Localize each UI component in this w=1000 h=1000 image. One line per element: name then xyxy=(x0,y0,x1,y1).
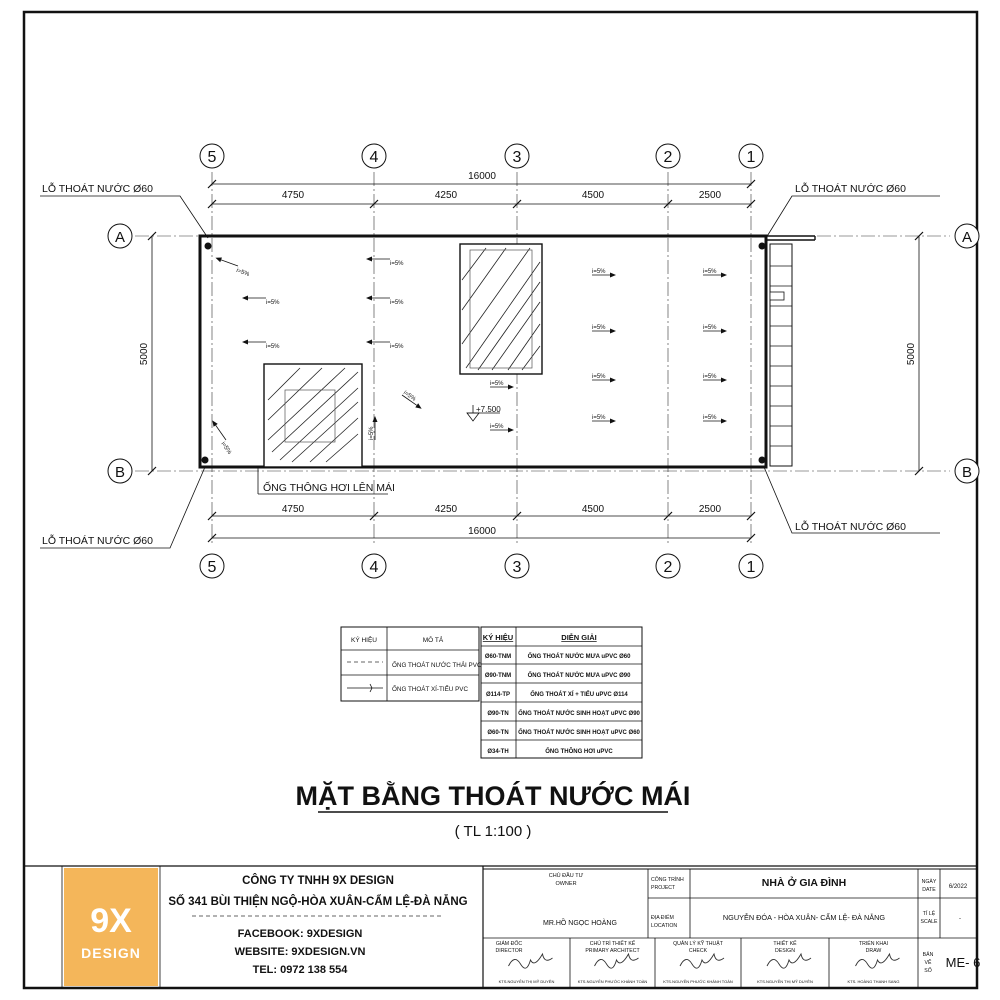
slope-arrow xyxy=(242,296,280,307)
role-title: TRIỂN KHAI xyxy=(858,941,889,947)
level-marker xyxy=(467,405,501,421)
role-title: QUẢN LÝ KỸ THUẬT xyxy=(673,941,723,947)
column-bubble-3-top xyxy=(505,144,529,168)
svg-text:SCALE: SCALE xyxy=(920,919,938,925)
svg-text:5: 5 xyxy=(207,149,217,166)
svg-text:DATE: DATE xyxy=(922,887,936,893)
slope-arrow xyxy=(242,340,280,351)
slope-arrow xyxy=(213,255,252,278)
date-value: 6/2022 xyxy=(948,884,968,890)
row-bubble-a-left xyxy=(108,224,132,248)
svg-text:B: B xyxy=(961,464,973,481)
slope-arrow xyxy=(366,257,404,268)
legend-description: ỐNG THOÁT NƯỚC SINH HOẠT uPVC Ø60 xyxy=(518,730,640,736)
column-bubble-1-top xyxy=(739,144,763,168)
slope-label: i=5% xyxy=(592,374,606,380)
slope-label: i=5% xyxy=(592,325,606,331)
svg-text:LOCATION: LOCATION xyxy=(651,923,678,929)
drain-bottom-left xyxy=(202,457,209,464)
legend-code: Ø60-TN xyxy=(487,730,509,736)
callout-drain-bottom-left: LỖ THOÁT NƯỚC Ø60 xyxy=(42,535,153,547)
role-title: THIẾT KẾ xyxy=(773,941,797,947)
role-cell xyxy=(848,940,900,984)
legend-code: Ø34-TH xyxy=(487,749,509,755)
legend-right-table xyxy=(481,627,642,758)
svg-text:CÔNG TRÌNH: CÔNG TRÌNH xyxy=(651,877,684,883)
svg-text:ĐỊA ĐIỂM: ĐỊA ĐIỂM xyxy=(651,915,674,921)
legend-description: ỐNG THÔNG HƠI uPVC xyxy=(545,749,613,755)
dimension-right xyxy=(906,232,923,475)
legend-description: ỐNG THOÁT NƯỚC MƯA uPVC Ø90 xyxy=(527,673,631,679)
svg-text:2: 2 xyxy=(663,149,673,166)
slope-label: i=5% xyxy=(703,374,717,380)
role-title-en: DESIGN xyxy=(775,948,795,954)
role-person: KTS. HOÀNG THANH SANG xyxy=(847,979,900,984)
role-cell xyxy=(757,940,813,984)
role-person: KTS.NGUYỄN THỊ MỸ DUYÊN xyxy=(498,979,555,984)
drawing-scale: ( TL 1:100 ) xyxy=(454,823,532,840)
slope-arrow xyxy=(703,325,727,334)
role-person: KTS.NGUYỄN THỊ MỸ DUYÊN xyxy=(757,979,813,984)
slope-label: i=5% xyxy=(490,381,504,387)
svg-text:4750: 4750 xyxy=(281,190,305,201)
svg-text:4250: 4250 xyxy=(434,504,458,515)
column-bubble-4-bottom xyxy=(362,554,386,578)
svg-text:A: A xyxy=(961,229,973,246)
svg-text:MÔ TẢ: MÔ TẢ xyxy=(422,637,444,644)
role-person: KTS.NGUYỄN PHƯỚC KHÁNH TOÀN xyxy=(577,979,648,984)
svg-text:SỐ: SỐ xyxy=(924,968,932,974)
slope-arrow xyxy=(592,374,616,383)
slope-arrow xyxy=(206,419,236,456)
svg-text:3: 3 xyxy=(512,149,522,166)
company-address: SỐ 341 BÙI THIỆN NGỘ-HÒA XUÂN-CẨM LỆ-ĐÀ NẴNG xyxy=(168,896,468,908)
scale-value: - xyxy=(959,916,961,922)
owner-name: MR.HỒ NGỌC HOÀNG xyxy=(543,920,617,927)
slope-label: i=5% xyxy=(592,415,606,421)
column-bubble-5-bottom xyxy=(200,554,224,578)
slope-arrow xyxy=(703,374,727,383)
slope-arrow xyxy=(703,415,727,424)
svg-text:9X: 9X xyxy=(90,902,132,940)
legend-code: Ø90-TN xyxy=(487,711,509,717)
role-cell xyxy=(496,940,555,984)
svg-text:ỐNG THOÁT XÍ-TIỂU PVC: ỐNG THOÁT XÍ-TIỂU PVC xyxy=(392,686,469,693)
slope-label: i=5% xyxy=(490,424,504,430)
slope-arrow xyxy=(490,381,514,390)
svg-text:2500: 2500 xyxy=(698,190,722,201)
role-person: KTS.NGUYỄN PHƯỚC KHÁNH TOÀN xyxy=(663,979,733,984)
svg-text:16000: 16000 xyxy=(468,526,496,537)
svg-text:5000: 5000 xyxy=(906,342,917,366)
slope-arrow xyxy=(401,390,426,411)
dimension-bottom xyxy=(208,504,755,542)
callout-drain-top-right: LỖ THOÁT NƯỚC Ø60 xyxy=(795,183,906,195)
row-bubble-b-right xyxy=(955,459,979,483)
slope-label: i=5% xyxy=(402,390,417,403)
svg-text:OWNER: OWNER xyxy=(555,881,577,887)
column-bubble-5-top xyxy=(200,144,224,168)
signature xyxy=(680,954,724,968)
slope-arrow xyxy=(366,296,404,307)
svg-text:3: 3 xyxy=(512,559,522,576)
role-title: GIÁM ĐỐC xyxy=(495,941,523,947)
sheet-number: ME- 6 xyxy=(945,955,981,970)
legend-description: ỐNG THOÁT NƯỚC MƯA uPVC Ø60 xyxy=(527,654,631,660)
role-title-en: DIRECTOR xyxy=(495,948,523,954)
drain-top-left xyxy=(205,243,212,250)
slope-arrow xyxy=(366,340,404,351)
svg-text:TỈ LỆ: TỈ LỆ xyxy=(922,911,936,917)
role-title-en: PRIMARY ARCHITECT xyxy=(585,948,640,954)
slope-label: i=5% xyxy=(390,261,404,267)
svg-text:2500: 2500 xyxy=(698,504,722,515)
svg-text:+7.500: +7.500 xyxy=(476,405,501,414)
svg-text:1: 1 xyxy=(746,559,756,576)
role-title-en: DRAW xyxy=(865,948,882,954)
project-location: NGUYỄN ĐÓA - HÒA XUÂN- CẨM LỆ- ĐÀ NẴNG xyxy=(722,913,886,922)
project-name: NHÀ Ở GIA ĐÌNH xyxy=(761,877,847,889)
svg-text:5: 5 xyxy=(207,559,217,576)
roof-drainage-plan xyxy=(40,144,979,578)
svg-text:4750: 4750 xyxy=(281,504,305,515)
signature xyxy=(595,954,639,968)
legend-description: ỐNG THOÁT NƯỚC SINH HOẠT uPVC Ø90 xyxy=(518,711,640,717)
signature xyxy=(767,954,811,968)
signature xyxy=(509,954,553,968)
svg-text:VẼ: VẼ xyxy=(924,960,932,966)
svg-text:5000: 5000 xyxy=(139,342,150,366)
company-tel: TEL: 0972 138 554 xyxy=(252,964,348,976)
slope-arrow xyxy=(592,415,616,424)
svg-text:1: 1 xyxy=(746,149,756,166)
slope-label: i=5% xyxy=(703,269,717,275)
role-cell xyxy=(663,940,733,984)
title-block xyxy=(24,866,980,988)
svg-text:4500: 4500 xyxy=(581,190,605,201)
slope-label: i=5% xyxy=(703,325,717,331)
sheet-border xyxy=(24,12,977,988)
slope-label: i=5% xyxy=(703,415,717,421)
slope-arrow xyxy=(490,424,514,433)
svg-text:4: 4 xyxy=(369,149,379,166)
legend-description: ỐNG THOÁT XÍ + TIỂU uPVC Ø114 xyxy=(530,692,628,698)
role-title: CHỦ TRÌ THIẾT KẾ xyxy=(589,941,636,947)
company-facebook: FACEBOOK: 9XDESIGN xyxy=(237,928,363,940)
company-website: WEBSITE: 9XDESIGN.VN xyxy=(234,946,366,958)
svg-text:4250: 4250 xyxy=(434,190,458,201)
column-bubble-2-top xyxy=(656,144,680,168)
company-name: CÔNG TY TNHH 9X DESIGN xyxy=(242,875,394,887)
callout-drain-top-left: LỖ THOÁT NƯỚC Ø60 xyxy=(42,183,153,195)
svg-text:NGÀY: NGÀY xyxy=(921,879,937,885)
slope-label: i=5% xyxy=(235,267,251,279)
svg-text:2: 2 xyxy=(663,559,673,576)
role-cell xyxy=(578,940,648,984)
callout-drain-bottom-right: LỖ THOÁT NƯỚC Ø60 xyxy=(795,521,906,533)
slope-arrow xyxy=(592,269,616,278)
svg-text:4: 4 xyxy=(369,559,379,576)
column-bubble-1-bottom xyxy=(739,554,763,578)
roof-opening-stair xyxy=(460,244,542,374)
svg-text:DIỄN GIẢI: DIỄN GIẢI xyxy=(561,633,597,642)
slope-label: i=5% xyxy=(390,344,404,350)
dimension-left xyxy=(139,232,156,475)
slope-label: i=5% xyxy=(369,426,375,440)
drain-top-right xyxy=(759,243,766,250)
svg-text:4500: 4500 xyxy=(581,504,605,515)
slope-arrow xyxy=(703,269,727,278)
slope-arrow xyxy=(369,416,378,440)
column-bubble-3-bottom xyxy=(505,554,529,578)
row-bubble-b-left xyxy=(108,459,132,483)
legend-left-table xyxy=(341,627,482,701)
drawing-title: MẶT BẰNG THOÁT NƯỚC MÁI xyxy=(295,781,691,811)
staircase xyxy=(770,244,792,466)
svg-text:16000: 16000 xyxy=(468,171,496,182)
slope-label: i=5% xyxy=(219,441,233,456)
column-bubble-4-top xyxy=(362,144,386,168)
slope-label: i=5% xyxy=(266,300,280,306)
signature xyxy=(856,954,900,968)
role-title-en: CHECK xyxy=(688,948,708,954)
svg-text:B: B xyxy=(114,464,126,481)
svg-text:PROJECT: PROJECT xyxy=(651,885,676,891)
svg-text:ỐNG THOÁT NƯỚC THẢI PVC: ỐNG THOÁT NƯỚC THẢI PVC xyxy=(392,662,482,669)
svg-text:DESIGN: DESIGN xyxy=(81,945,141,961)
column-bubble-2-bottom xyxy=(656,554,680,578)
legend-code: Ø60-TNM xyxy=(484,654,512,660)
svg-text:A: A xyxy=(114,229,126,246)
svg-text:BẢN: BẢN xyxy=(922,952,934,958)
svg-text:KÝ HIỆU: KÝ HIỆU xyxy=(482,633,514,642)
svg-text:CHỦ ĐẦU TƯ: CHỦ ĐẦU TƯ xyxy=(548,873,584,879)
slope-label: i=5% xyxy=(266,344,280,350)
svg-text:KÝ HIỆU: KÝ HIỆU xyxy=(350,637,378,644)
slope-arrow xyxy=(592,325,616,334)
company-logo xyxy=(64,868,158,986)
legend-code: Ø90-TNM xyxy=(484,673,512,679)
row-bubble-a-right xyxy=(955,224,979,248)
roof-opening-left xyxy=(264,364,362,467)
dimension-top xyxy=(208,171,755,208)
drain-bottom-right xyxy=(759,457,766,464)
legend-code: Ø114-TP xyxy=(485,692,511,698)
slope-label: i=5% xyxy=(390,300,404,306)
callout-vent-pipe: ỐNG THÔNG HƠI LÊN MÁI xyxy=(263,482,395,494)
slope-label: i=5% xyxy=(592,269,606,275)
